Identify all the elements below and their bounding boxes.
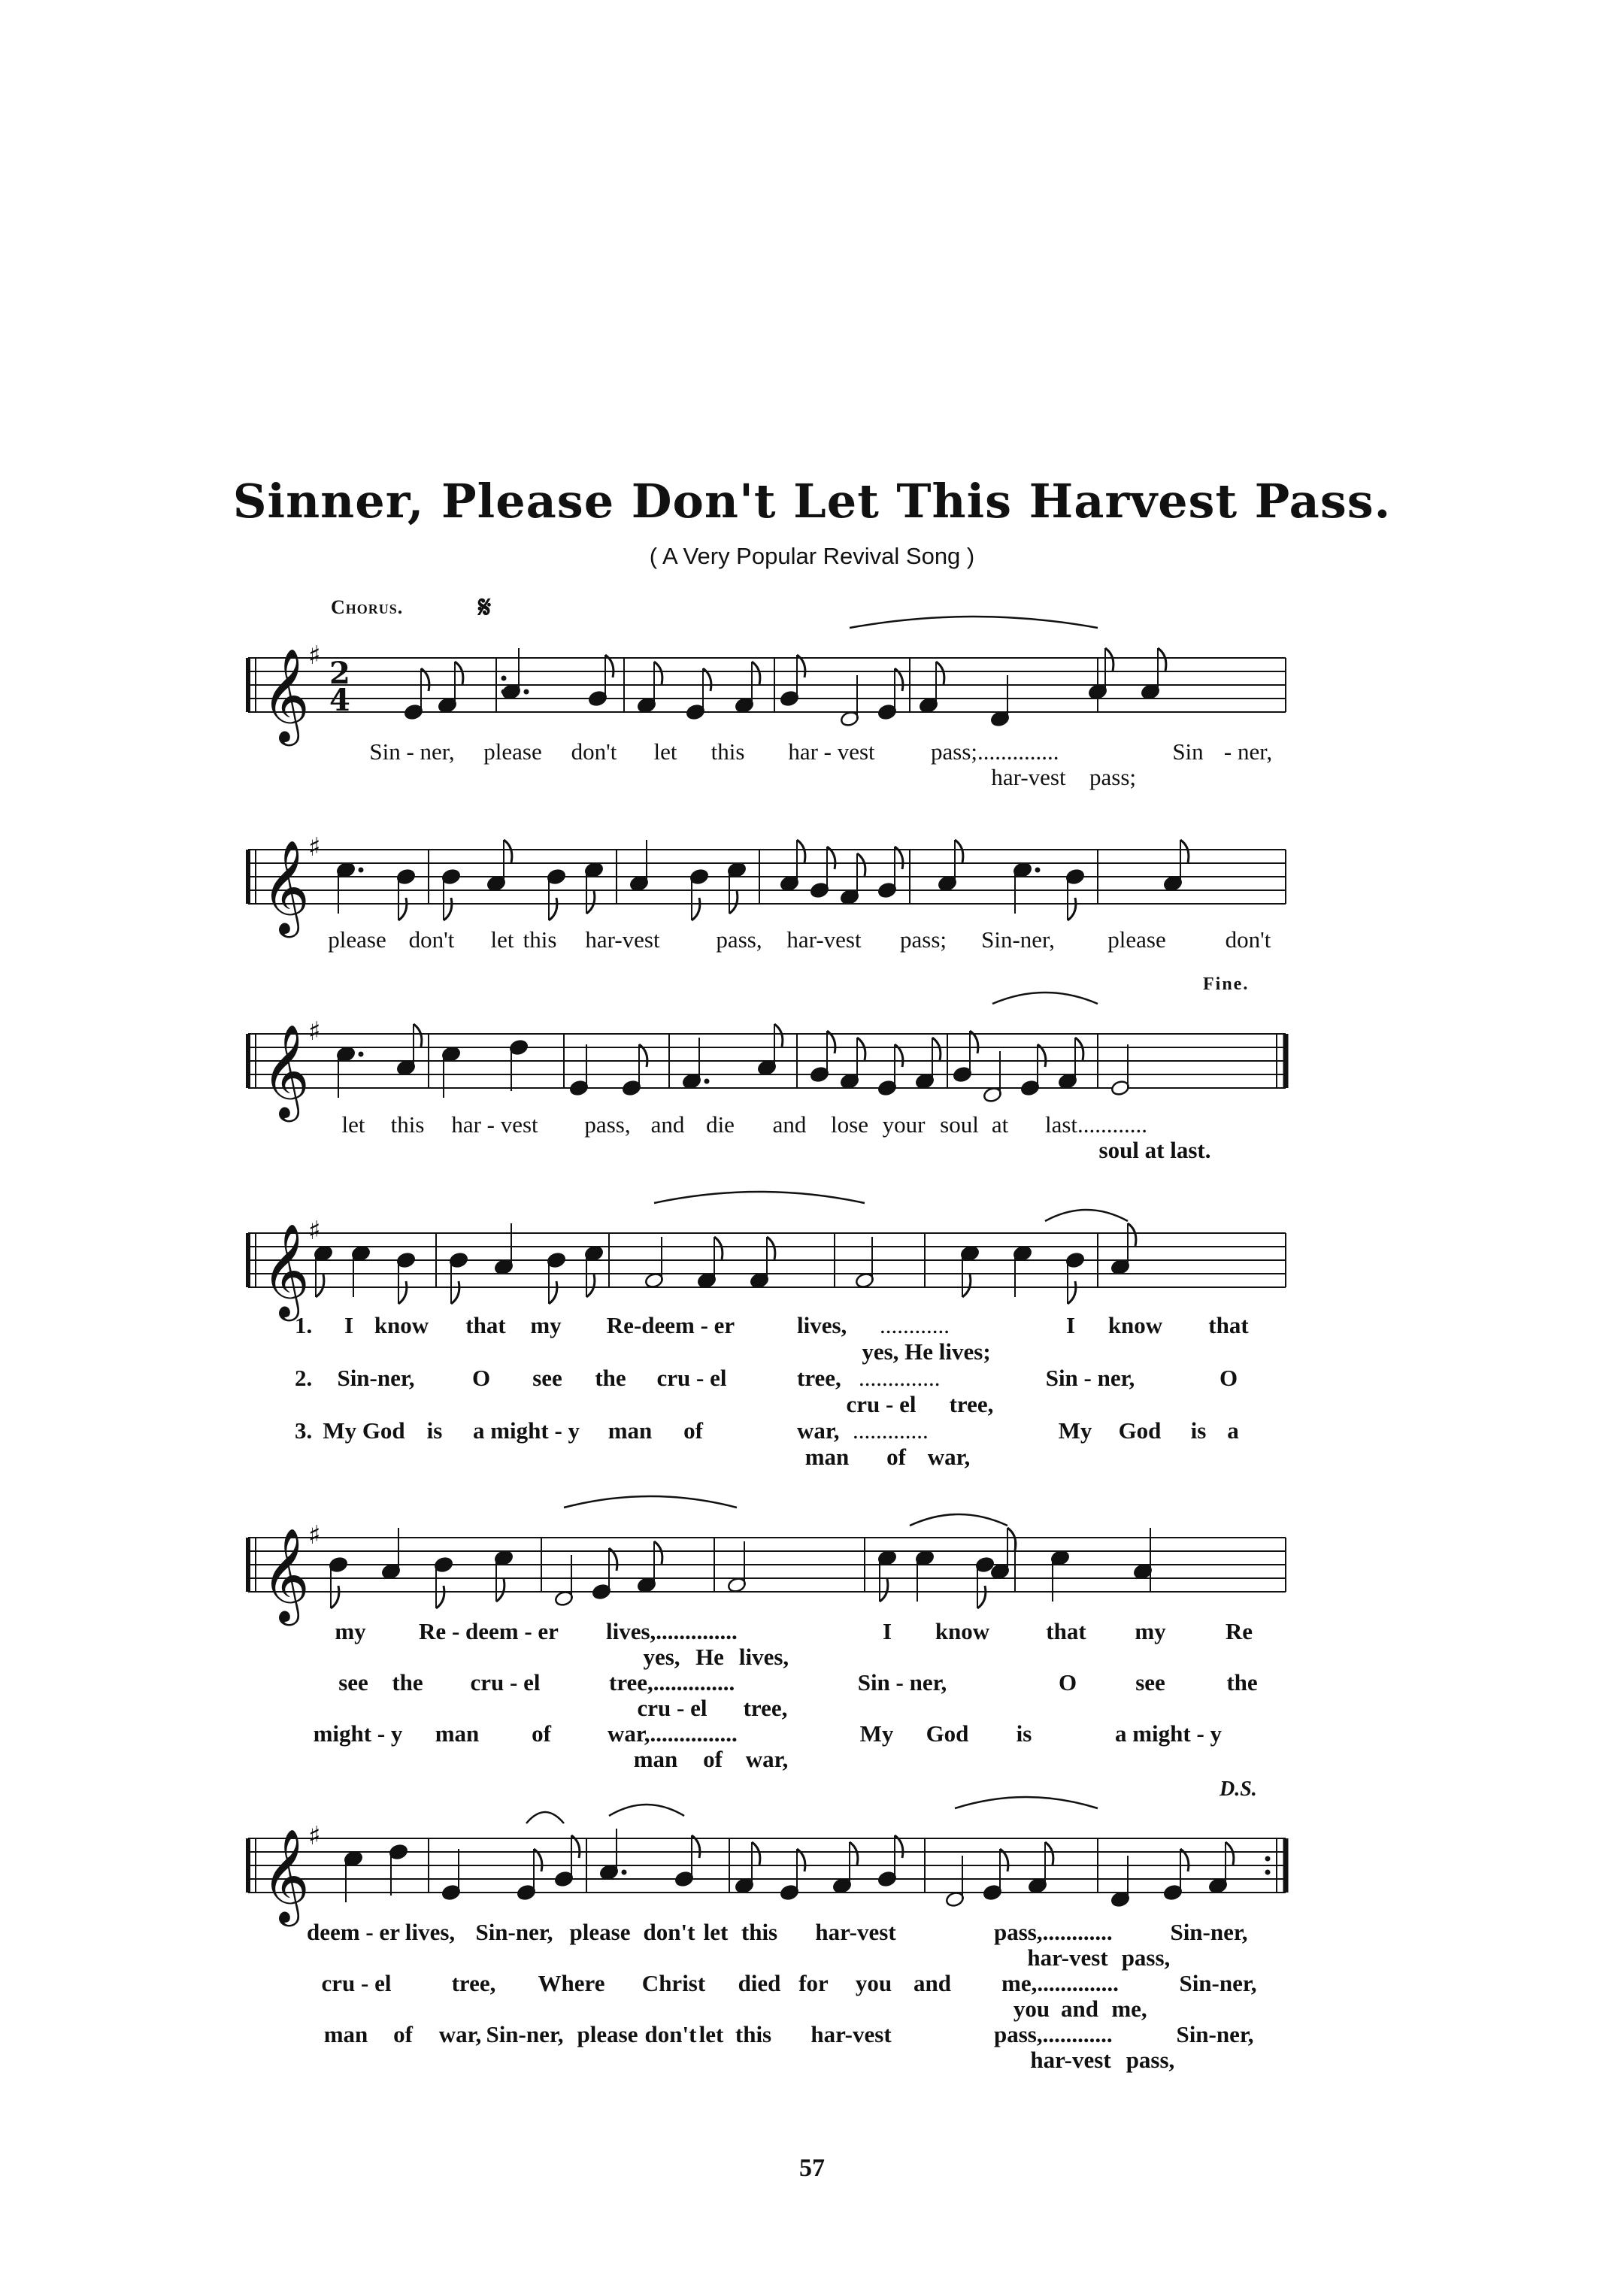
lyric: God	[1118, 1417, 1162, 1444]
repeat-dot	[501, 676, 507, 681]
verse-number: 1.	[295, 1312, 313, 1338]
note-flag	[692, 898, 700, 920]
lyric: might - y	[313, 1720, 403, 1747]
lyric: know	[1107, 1312, 1163, 1338]
lyric: of	[683, 1417, 703, 1444]
slur	[992, 993, 1098, 1004]
lyric: of	[703, 1746, 723, 1772]
lyric: soul at last.	[1098, 1137, 1211, 1163]
lyric: pass,	[1126, 2047, 1175, 2073]
treble-clef-icon: 𝄞	[262, 1528, 310, 1622]
lyric: tree,	[743, 1695, 788, 1721]
lyric: ..............	[859, 1365, 941, 1391]
verse-number: 2.	[295, 1365, 313, 1391]
note-flag	[1158, 648, 1166, 671]
note-flag	[496, 1579, 504, 1602]
segno-sign: 𝄋	[478, 590, 492, 624]
lyric: har-vest	[815, 1919, 896, 1945]
lyric: that	[465, 1312, 506, 1338]
note-flag	[797, 840, 805, 862]
note-flag	[977, 1586, 986, 1608]
lyric: let	[703, 1919, 729, 1945]
lyric: see	[338, 1669, 368, 1696]
note-flag	[331, 1586, 339, 1608]
lyric: war,	[745, 1746, 789, 1772]
lyric: die	[706, 1111, 735, 1138]
lyric: cru - el	[846, 1391, 917, 1417]
lyric: har-vest	[786, 926, 862, 953]
slur	[526, 1812, 564, 1823]
lyric: let	[653, 738, 677, 765]
lyric: Where	[538, 1970, 605, 1996]
repeat-dot	[1265, 1856, 1271, 1862]
lyric: har - vest	[788, 738, 875, 765]
lyric: is	[1190, 1417, 1207, 1444]
page-subtitle: ( A Very Popular Revival Song )	[649, 543, 975, 569]
note-flag	[932, 1038, 941, 1060]
lyric: cru - el	[321, 1970, 392, 1996]
lyric: please	[569, 1919, 631, 1945]
lyric: Sin	[1172, 738, 1204, 765]
note-flag	[936, 662, 944, 684]
lyric: and	[650, 1111, 685, 1138]
lyric: died	[738, 1970, 781, 1996]
lyric: Sin - ner,	[857, 1669, 947, 1696]
lyric: a	[1227, 1417, 1239, 1444]
note-flag	[850, 1842, 858, 1865]
note-flag	[398, 898, 407, 920]
note-dot	[359, 868, 364, 873]
lyric: and	[1061, 1996, 1098, 2022]
lyric: war,...............	[607, 1720, 738, 1747]
sharp-icon: ♯	[308, 1216, 321, 1246]
ds-label: D.S.	[1220, 1777, 1257, 1801]
lyric: man	[323, 2021, 368, 2047]
lyric: pass,............	[994, 2021, 1113, 2047]
lyric: the	[1226, 1669, 1258, 1696]
lyric: man	[435, 1720, 480, 1747]
note-flag	[962, 1274, 971, 1297]
sharp-icon: ♯	[308, 1017, 321, 1047]
note-flag	[1007, 1528, 1016, 1550]
lyric: Sin-ner,	[337, 1365, 415, 1391]
lyric: for	[798, 1970, 829, 1996]
note-flag	[398, 1281, 407, 1304]
staff-5	[248, 1493, 1286, 1643]
lyric: know	[935, 1618, 990, 1644]
verse-number: 3.	[295, 1417, 313, 1444]
slur	[910, 1514, 1007, 1526]
lyric: lives,	[738, 1644, 789, 1670]
note-flag	[857, 853, 865, 876]
note-flag	[586, 1274, 595, 1297]
lyric: My	[859, 1720, 894, 1747]
lyric: pass,............	[994, 1919, 1113, 1945]
lyric: Re - deem - er	[419, 1618, 559, 1644]
lyric: .............	[853, 1417, 929, 1444]
lyric: last............	[1045, 1111, 1148, 1138]
lyric: my	[335, 1618, 366, 1644]
lyric: har - vest	[451, 1111, 538, 1138]
lyric: let	[490, 926, 514, 953]
note-flag	[767, 1237, 775, 1259]
note-flag	[752, 1842, 760, 1865]
note-flag	[1226, 1842, 1234, 1865]
lyric: this	[390, 1111, 425, 1138]
lyric: O	[471, 1365, 491, 1391]
sharp-icon: ♯	[308, 1520, 321, 1550]
note-flag	[1105, 648, 1113, 671]
note-flag	[857, 1038, 865, 1060]
lyric: Sin-ner,	[981, 926, 1055, 953]
lyric: you	[855, 1970, 892, 1996]
lyric: let	[341, 1111, 365, 1138]
treble-clef-icon: 𝄞	[262, 1829, 310, 1923]
lyric: yes, He lives;	[862, 1338, 991, 1365]
lyric: me,..............	[1001, 1970, 1119, 1996]
lyric: my	[530, 1312, 562, 1338]
time-signature-bottom: 4	[329, 683, 350, 718]
note-dot	[704, 1079, 710, 1084]
lyric: cru - el	[656, 1365, 727, 1391]
note-dot	[1035, 868, 1041, 873]
lyric: you	[1013, 1996, 1050, 2022]
lyric: Sin-ner,	[1176, 2021, 1254, 2047]
page-title: Sinner, Please Don't Let This Harvest Pass.	[232, 474, 1392, 529]
lyric: Sin-ner,	[475, 1919, 553, 1945]
lyric: don't	[408, 926, 455, 953]
lyric: pass,	[1121, 1944, 1171, 1971]
note-flag	[444, 898, 452, 920]
lyric: please	[1107, 926, 1166, 953]
note-flag	[549, 1281, 557, 1304]
lyric: don't	[644, 2021, 697, 2047]
lyric: man	[633, 1746, 678, 1772]
lyric: My God	[323, 1417, 405, 1444]
lyric: - ner,	[1223, 738, 1273, 765]
lyric: this	[523, 926, 557, 953]
note-flag	[504, 840, 512, 862]
note-flag	[436, 1586, 444, 1608]
slur	[564, 1496, 737, 1508]
lyric: of	[393, 2021, 413, 2047]
lyric: I	[1065, 1312, 1076, 1338]
lyric: and	[914, 1970, 951, 1996]
lyric: pass;	[1089, 764, 1136, 790]
lyric: war,	[927, 1444, 971, 1470]
lyric: the	[595, 1365, 626, 1391]
treble-clef-icon: 𝄞	[262, 840, 310, 934]
note-flag	[654, 1541, 662, 1564]
lyric: har-vest	[1027, 1944, 1108, 1971]
note-dot	[359, 1052, 364, 1057]
page-number: 57	[799, 2154, 825, 2182]
lyric: Sin-ner,	[1179, 1970, 1257, 1996]
chorus-label: Chorus.	[331, 596, 404, 618]
note-flag	[729, 891, 738, 914]
lyric: tree,	[949, 1391, 994, 1417]
treble-clef-icon: 𝄞	[262, 1024, 310, 1118]
slur	[609, 1805, 684, 1816]
lyric: your	[882, 1111, 926, 1138]
lyric: har-vest	[991, 764, 1066, 790]
lyric: I	[344, 1312, 354, 1338]
lyric: pass;	[900, 926, 947, 953]
lyric: pass,	[716, 926, 762, 953]
lyric: lives,..............	[606, 1618, 738, 1644]
lyric: this	[741, 1919, 778, 1945]
lyric: see	[1135, 1669, 1165, 1696]
slur	[654, 1192, 865, 1203]
sharp-icon: ♯	[308, 641, 321, 671]
lyric: Sin-ner,	[1170, 1919, 1248, 1945]
lyric: is	[1016, 1720, 1032, 1747]
slur	[955, 1797, 1098, 1808]
note-flag	[1045, 1842, 1053, 1865]
slur	[850, 617, 1098, 628]
lyric: har-vest	[810, 2021, 892, 2047]
lyric: O	[1058, 1669, 1077, 1696]
note-flag	[1180, 840, 1189, 862]
lyric: war,	[438, 2021, 482, 2047]
note-dot	[524, 689, 529, 695]
lyric: know	[374, 1312, 429, 1338]
sharp-icon: ♯	[308, 1821, 321, 1851]
treble-clef-icon: 𝄞	[262, 1223, 310, 1317]
note-flag	[714, 1237, 723, 1259]
lyric: har-vest	[585, 926, 660, 953]
lyric: yes,	[643, 1644, 680, 1670]
lyric: of	[886, 1444, 906, 1470]
lyric: tree,	[797, 1365, 841, 1391]
note-flag	[955, 840, 963, 862]
fine-label: Fine.	[1203, 974, 1250, 994]
note-flag	[586, 891, 595, 914]
slur	[1045, 1210, 1128, 1221]
lyric: tree,	[451, 1970, 496, 1996]
lyric: the	[392, 1669, 423, 1696]
note-flag	[654, 662, 662, 684]
lyric: cru - el	[637, 1695, 707, 1721]
note-flag	[752, 662, 760, 684]
lyric: war,	[797, 1417, 840, 1444]
lyric: a might - y	[1114, 1720, 1223, 1747]
note-flag	[1128, 1223, 1136, 1246]
note-flag	[1068, 1281, 1076, 1304]
note-flag	[316, 1274, 324, 1297]
lyric: and	[772, 1111, 807, 1138]
lyric: My	[1058, 1417, 1092, 1444]
note-dot	[622, 1870, 627, 1875]
note-flag	[1068, 898, 1076, 920]
lyric: I	[882, 1618, 892, 1644]
note-flag	[774, 1024, 783, 1047]
lyric: Sin - ner,	[369, 738, 455, 765]
lyric: Christ	[641, 1970, 706, 1996]
lyric: deem - er	[307, 1919, 400, 1945]
lyric: lives,	[404, 1919, 456, 1945]
lyric: that	[1046, 1618, 1086, 1644]
lyric: cru - el	[470, 1669, 541, 1696]
note-flag	[880, 1579, 888, 1602]
note-flag	[414, 1024, 422, 1047]
note-flag	[451, 1281, 459, 1304]
lyric: man	[607, 1417, 653, 1444]
note-flag	[549, 898, 557, 920]
lyric: pass,	[584, 1111, 631, 1138]
lyric: that	[1208, 1312, 1249, 1338]
lyric: please	[577, 2021, 638, 2047]
lyric: is	[426, 1417, 443, 1444]
lyric: Re	[1225, 1618, 1253, 1644]
lyric: this	[735, 2021, 772, 2047]
lyric: don't	[643, 1919, 695, 1945]
lyric: let	[698, 2021, 724, 2047]
lyric: at	[991, 1111, 1009, 1138]
lyric: lose	[831, 1111, 868, 1138]
lyric: har-vest	[1030, 2047, 1111, 2073]
sharp-icon: ♯	[308, 832, 321, 862]
repeat-dot	[1265, 1870, 1271, 1875]
lyric: see	[532, 1365, 562, 1391]
lyric: of	[532, 1720, 551, 1747]
lyric: a might - y	[472, 1417, 580, 1444]
lyric: O	[1219, 1365, 1238, 1391]
note-flag	[455, 662, 463, 684]
lyric: please	[328, 926, 386, 953]
lyric: He	[695, 1644, 724, 1670]
lyric: Re-deem - er	[606, 1312, 735, 1338]
lyric: ............	[880, 1312, 950, 1338]
lyric: please	[483, 738, 542, 765]
time-signature-top: 2	[329, 656, 350, 691]
note-flag	[1075, 1038, 1083, 1060]
lyric: soul	[940, 1111, 979, 1138]
lyric: don't	[1225, 926, 1271, 953]
lyric: man	[804, 1444, 850, 1470]
lyric: pass;..............	[931, 738, 1059, 765]
lyric: this	[710, 738, 745, 765]
lyric: don't	[571, 738, 617, 765]
lyric: God	[926, 1720, 969, 1747]
lyric: lives,	[797, 1312, 847, 1338]
lyric: me,	[1111, 1996, 1147, 2022]
lyric: tree,..............	[609, 1669, 735, 1696]
lyric: Sin-ner,	[486, 2021, 564, 2047]
lyric: my	[1135, 1618, 1166, 1644]
treble-clef-icon: 𝄞	[262, 648, 310, 742]
lyric: Sin - ner,	[1045, 1365, 1135, 1391]
